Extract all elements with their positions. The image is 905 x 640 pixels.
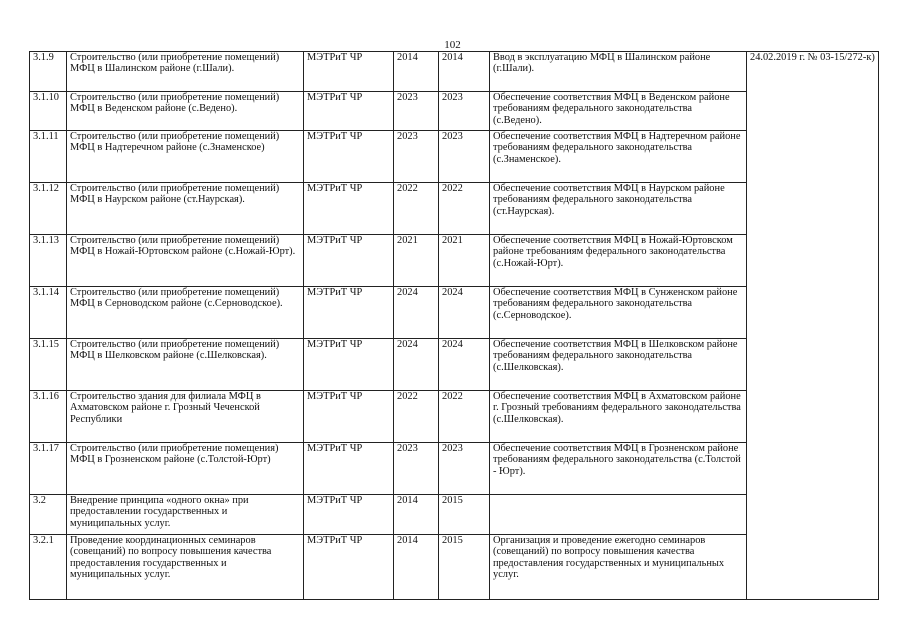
executor-cell: МЭТРиТ ЧР [304,339,394,391]
executor-cell: МЭТРиТ ЧР [304,287,394,339]
item-number: 3.1.15 [30,339,67,391]
executor-cell: МЭТРиТ ЧР [304,235,394,287]
end-year-cell: 2015 [439,535,490,600]
end-year-cell: 2022 [439,183,490,235]
end-year-cell: 2023 [439,131,490,183]
activity-cell: Строительство (или приобретение помещений) МФЦ в Надтеречном районе (с.Знаменское) [67,131,304,183]
start-year-cell: 2014 [394,52,439,92]
note-cell: 24.02.2019 г. № 03-15/272-к) [747,52,879,600]
start-year-cell: 2014 [394,535,439,600]
activity-cell: Внедрение принципа «одного окна» при предоставлении государственных и муниципальных услуг. [67,495,304,535]
start-year-cell: 2023 [394,92,439,131]
start-year-cell: 2014 [394,495,439,535]
executor-cell: МЭТРиТ ЧР [304,183,394,235]
executor-cell: МЭТРиТ ЧР [304,495,394,535]
result-cell: Обеспечение соответствия МФЦ в Сунженском районе требованиям федерального законодательства (с.Серноводское). [490,287,747,339]
item-number: 3.1.17 [30,443,67,495]
activity-cell: Строительство (или приобретение помещений) МФЦ в Шелковском районе (с.Шелковская). [67,339,304,391]
result-cell: Обеспечение соответствия МФЦ в Надтеречном районе требованиям федерального законодательства (с.Знаменское). [490,131,747,183]
result-cell: Обеспечение соответствия МФЦ в Веденском районе требованиям федерального законодательства (с.Ведено). [490,92,747,131]
activity-cell: Строительство (или приобретение помещений) МФЦ в Веденском районе (с.Ведено). [67,92,304,131]
end-year-cell: 2024 [439,287,490,339]
result-cell: Обеспечение соответствия МФЦ в Наурском районе требованиям федерального законодательства (ст.Наурская). [490,183,747,235]
start-year-cell: 2024 [394,339,439,391]
executor-cell: МЭТРиТ ЧР [304,52,394,92]
activity-cell: Строительство (или приобретение помещения) МФЦ в Грозненском районе (с.Толстой-Юрт) [67,443,304,495]
result-cell [490,495,747,535]
result-cell: Обеспечение соответствия МФЦ в Ножай-Юртовском районе требованиям федерального законодательства (с.Ножай-Юрт). [490,235,747,287]
item-number: 3.2 [30,495,67,535]
result-cell: Обеспечение соответствия МФЦ в Ахматовском районе г. Грозный требованиям федерального законодательства (с.Шелковская). [490,391,747,443]
executor-cell: МЭТРиТ ЧР [304,92,394,131]
activity-cell: Строительство (или приобретение помещений) МФЦ в Наурском районе (ст.Наурская). [67,183,304,235]
end-year-cell: 2022 [439,391,490,443]
page-number: 102 [444,39,461,51]
start-year-cell: 2022 [394,183,439,235]
executor-cell: МЭТРиТ ЧР [304,535,394,600]
activity-cell: Проведение координационных семинаров (совещаний) по вопросу повышения качества предоставления государственных и муниципальных услуг. [67,535,304,600]
item-number: 3.1.14 [30,287,67,339]
result-cell: Ввод в эксплуатацию МФЦ в Шалинском районе (г.Шали). [490,52,747,92]
executor-cell: МЭТРиТ ЧР [304,443,394,495]
end-year-cell: 2024 [439,339,490,391]
item-number: 3.2.1 [30,535,67,600]
item-number: 3.1.10 [30,92,67,131]
table-row [30,52,879,92]
item-number: 3.1.9 [30,52,67,92]
end-year-cell: 2015 [439,495,490,535]
end-year-cell: 2021 [439,235,490,287]
executor-cell: МЭТРиТ ЧР [304,131,394,183]
item-number: 3.1.13 [30,235,67,287]
start-year-cell: 2023 [394,443,439,495]
start-year-cell: 2024 [394,287,439,339]
executor-cell: МЭТРиТ ЧР [304,391,394,443]
start-year-cell: 2023 [394,131,439,183]
result-cell: Обеспечение соответствия МФЦ в Шелковском районе требованиям федерального законодательства (с.Шелковская). [490,339,747,391]
start-year-cell: 2022 [394,391,439,443]
result-cell: Организация и проведение ежегодно семинаров (совещаний) по вопросу повышения качества предоставления государственных и муниципальных услуг. [490,535,747,600]
end-year-cell: 2014 [439,52,490,92]
start-year-cell: 2021 [394,235,439,287]
end-year-cell: 2023 [439,92,490,131]
item-number: 3.1.16 [30,391,67,443]
program-activities-table [29,51,879,600]
activity-cell: Строительство (или приобретение помещений) МФЦ в Шалинском районе (г.Шали). [67,52,304,92]
activity-cell: Строительство (или приобретение помещений) МФЦ в Серноводском районе (с.Серноводское). [67,287,304,339]
result-cell: Обеспечение соответствия МФЦ в Грозненском районе требованиям федерального законодательства (с.Толстой - Юрт). [490,443,747,495]
item-number: 3.1.12 [30,183,67,235]
activity-cell: Строительство здания для филиала МФЦ в Ахматовском районе г. Грозный Чеченской Республики [67,391,304,443]
activity-cell: Строительство (или приобретение помещений) МФЦ в Ножай-Юртовском районе (с.Ножай-Юрт). [67,235,304,287]
end-year-cell: 2023 [439,443,490,495]
item-number: 3.1.11 [30,131,67,183]
